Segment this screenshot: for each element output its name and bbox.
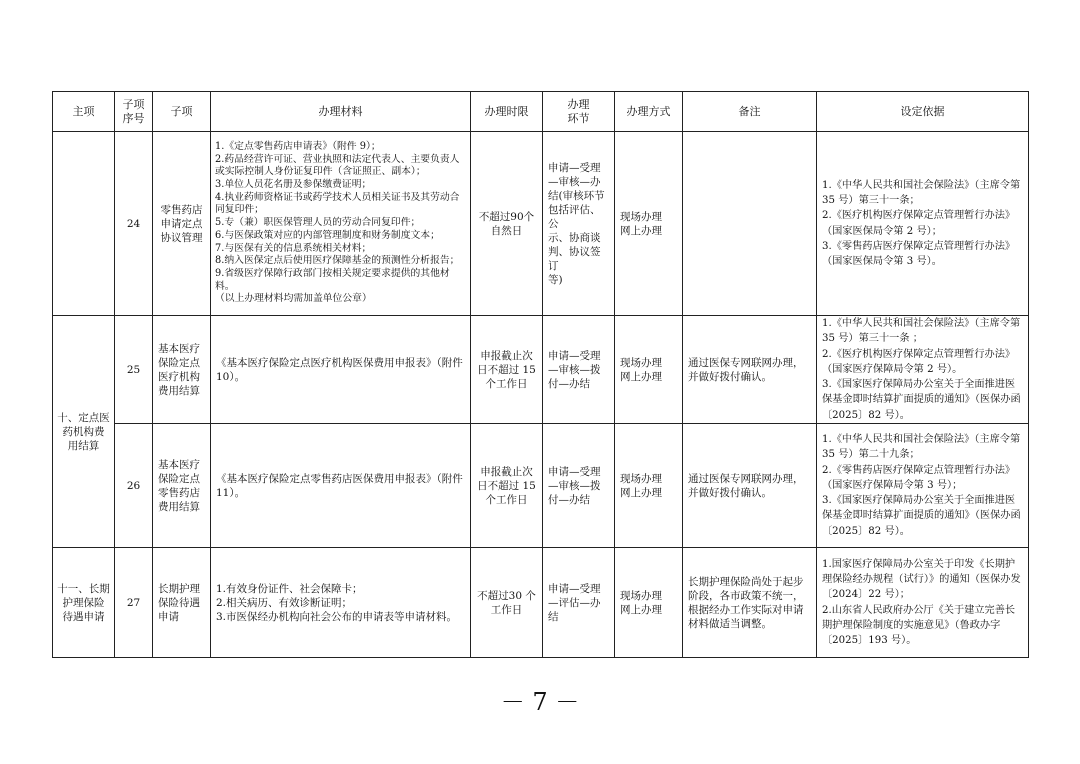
- table-row: [53, 548, 1029, 658]
- time-limit-cell: 不超过30 个 工作日: [471, 548, 543, 658]
- sub-seq-cell: 25: [115, 316, 153, 424]
- header-method: 办理方式: [615, 92, 683, 132]
- basis-cell: 1.国家医疗保障局办公室关于印发《长期护理保险经办规程（试行）》的通知（医保办发〔2024〕22 号）； 2.山东省人民政府办公厅《关于建立完善长期护理保险制度的实施意见》（鲁政办字〔2025〕193 号）。: [817, 548, 1029, 658]
- main-item-cell: 十一、长期 护理保险 待遇申请: [53, 548, 115, 658]
- sub-item-cell: 基本医疗 保险定点 零售药店 费用结算: [153, 424, 211, 548]
- service-table: [52, 91, 1029, 658]
- main-item-cell: 十、定点医 药机构费 用结算: [53, 316, 115, 548]
- page-number: － 7 －: [500, 688, 580, 716]
- header-materials: 办理材料: [211, 92, 471, 132]
- materials-cell: 《基本医疗保险定点零售药店医保费用申报表》（附件 11）。: [211, 424, 471, 548]
- sub-item-cell: 长期护理 保险待遇 申请: [153, 548, 211, 658]
- materials-cell: 1.《定点零售药店申请表》（附件 9）； 2.药品经营许可证、营业执照和法定代表人、主要负责人或实际控制人身份证复印件（含证照正、副本）； 3.单位人员花名册及参保缴费证明； 4.执业药师资格证书或药学技术人员相关证书及其劳动合同复印件； 5.专（兼）职医保管理人员的劳动合同复印件； 6.与医保政策对应的内部管理制度和财务制度文本； 7.与医保有关的信息系统相关材料； 8.纳入医保定点后使用医疗保障基金的预测性分析报告； 9.省级医疗保障行政部门按相关规定要求提供的其他材料。 （以上办理材料均需加盖单位公章）: [211, 132, 471, 316]
- time-limit-cell: 申报截止次 日不超过 15 个工作日: [471, 316, 543, 424]
- time-limit-cell: 不超过90个 自然日: [471, 132, 543, 316]
- process-cell: 申请—受理 —评估—办 结: [543, 548, 615, 658]
- table-header-row: [53, 92, 1029, 132]
- materials-cell: 《基本医疗保险定点医疗机构医保费用申报表》（附件 10）。: [211, 316, 471, 424]
- basis-cell: 1.《中华人民共和国社会保险法》（主席令第 35 号）第三十一条 ； 2.《医疗机构医疗保障定点管理暂行办法》（国家医疗保障局令第 2 号）。 3.《国家医疗保障局办公室关于全面推进医保基金即时结算扩面提质的通知》（医保办函〔2025〕82 号）。: [817, 316, 1029, 424]
- sub-seq-cell: 24: [115, 132, 153, 316]
- header-time-limit: 办理时限: [471, 92, 543, 132]
- method-cell: 现场办理 网上办理: [615, 548, 683, 658]
- process-cell: 申请—受理 —审核—拨 付—办结: [543, 316, 615, 424]
- sub-seq-cell: 27: [115, 548, 153, 658]
- sub-item-cell: 基本医疗 保险定点 医疗机构 费用结算: [153, 316, 211, 424]
- method-cell: 现场办理 网上办理: [615, 316, 683, 424]
- header-sub-item: 子项: [153, 92, 211, 132]
- header-basis: 设定依据: [817, 92, 1029, 132]
- basis-cell: 1.《中华人民共和国社会保险法》（主席令第 35 号）第三十一条； 2.《医疗机构医疗保障定点管理暂行办法》（国家医保局令第 2 号）； 3.《零售药店医疗保障定点管理暂行办法》（国家医保局令第 3 号）。: [817, 132, 1029, 316]
- table-row: [53, 132, 1029, 316]
- basis-cell: 1.《中华人民共和国社会保险法》（主席令第 35 号）第二十九条； 2.《零售药店医疗保障定点管理暂行办法》（国家医疗保障局令第 3 号）； 3.《国家医疗保障局办公室关于全面推进医保基金即时结算扩面提质的通知》（医保办函〔2025〕82 号）。: [817, 424, 1029, 548]
- materials-cell: 1.有效身份证件、社会保障卡； 2.相关病历、有效诊断证明； 3.市医保经办机构向社会公布的申请表等申请材料。: [211, 548, 471, 658]
- remark-cell: 通过医保专网联网办理， 并做好拨付确认。: [683, 424, 817, 548]
- header-remark: 备注: [683, 92, 817, 132]
- sub-seq-cell: 26: [115, 424, 153, 548]
- main-item-cell: [53, 132, 115, 316]
- process-cell: 申请—受理 —审核—办 结(审核环节 包括评估、公 示、协商谈 判、协议签订 等): [543, 132, 615, 316]
- method-cell: 现场办理 网上办理: [615, 424, 683, 548]
- time-limit-cell: 申报截止次 日不超过 15 个工作日: [471, 424, 543, 548]
- remark-cell: 长期护理保险尚处于起步阶段，各市政策不统一，根据经办工作实际对申请材料做适当调整。: [683, 548, 817, 658]
- sub-item-cell: 零售药店 申请定点 协议管理: [153, 132, 211, 316]
- header-sub-seq: 子项 序号: [115, 92, 153, 132]
- table-row: [53, 316, 1029, 424]
- method-cell: 现场办理 网上办理: [615, 132, 683, 316]
- header-main-item: 主项: [53, 92, 115, 132]
- remark-cell: 通过医保专网联网办理， 并做好拨付确认。: [683, 316, 817, 424]
- remark-cell: [683, 132, 817, 316]
- process-cell: 申请—受理 —审核—拨 付—办结: [543, 424, 615, 548]
- table-row: [53, 424, 1029, 548]
- header-process: 办理 环节: [543, 92, 615, 132]
